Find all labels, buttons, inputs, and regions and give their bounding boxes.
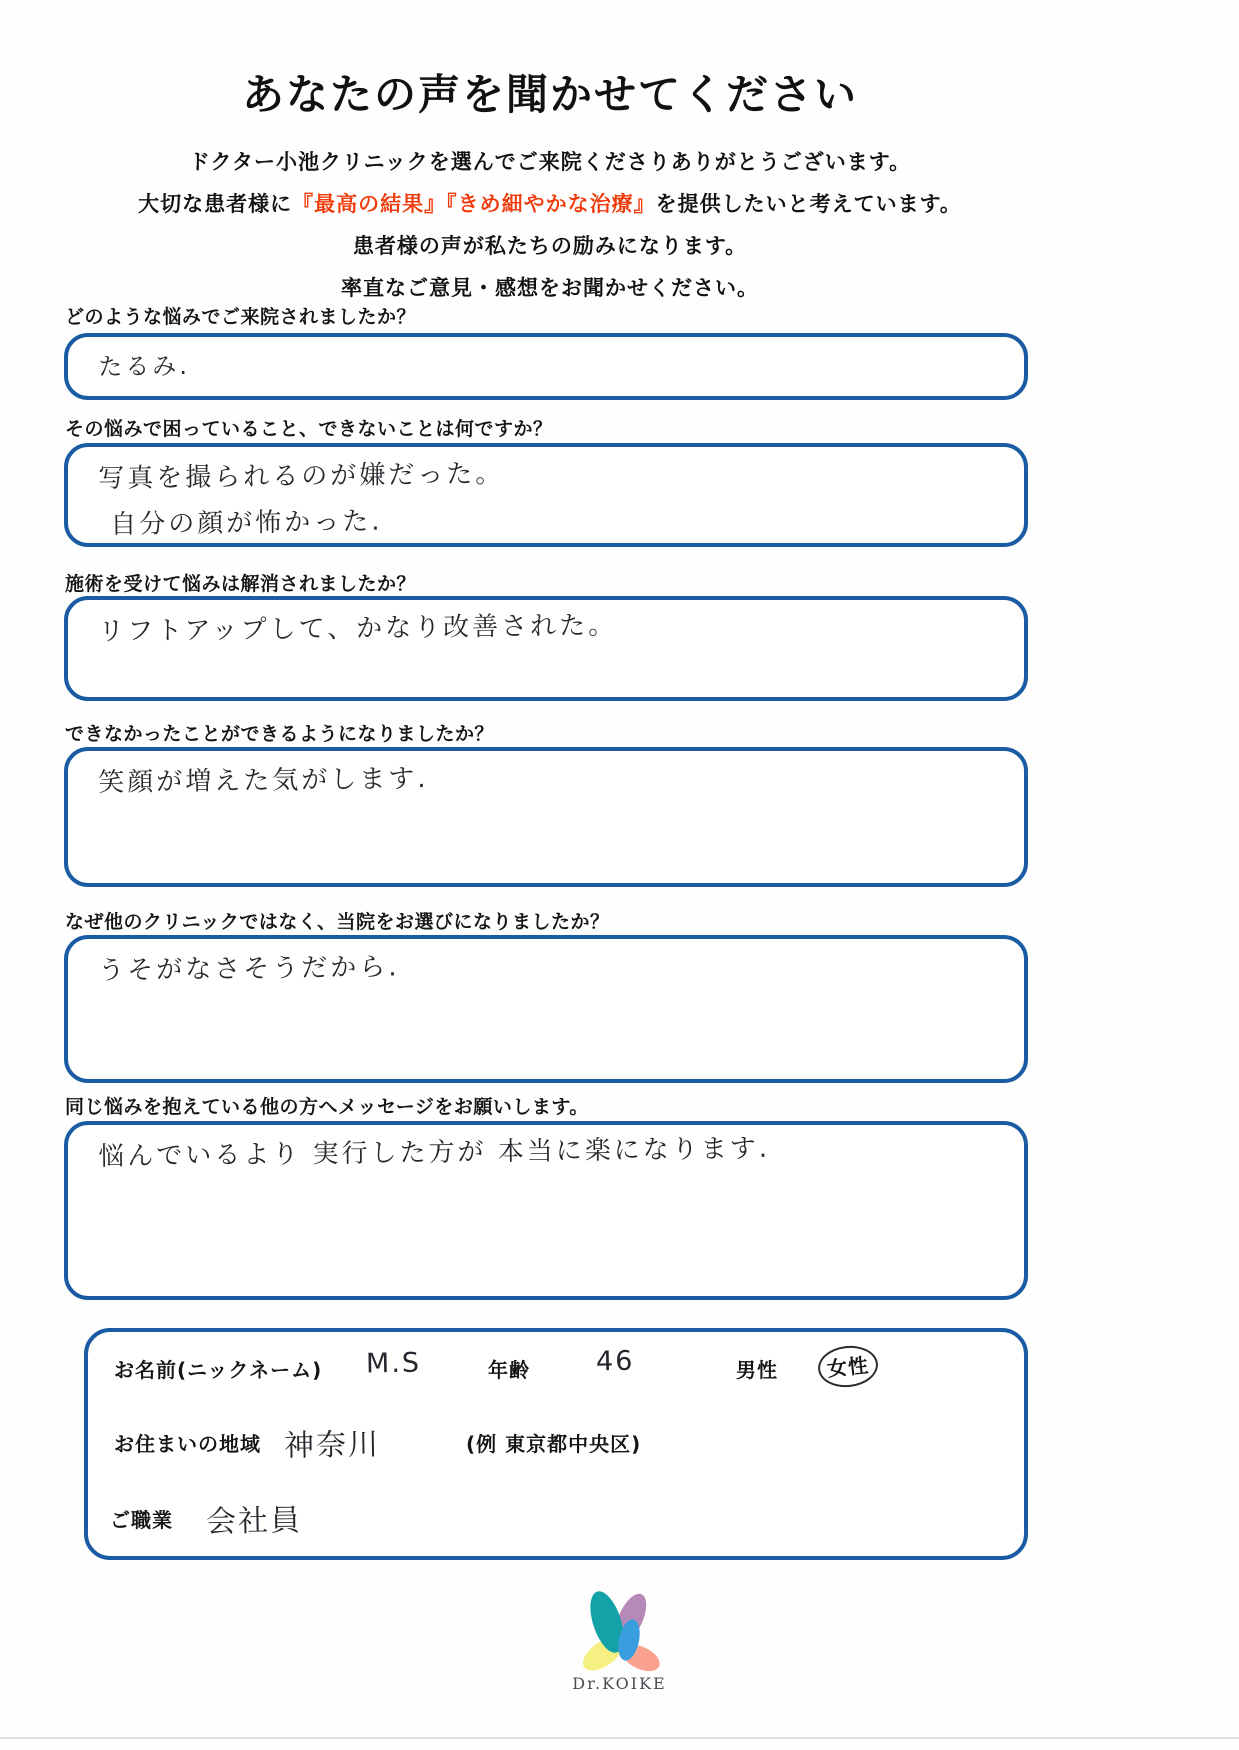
answer-box-3 [64, 596, 1028, 701]
encourage-line: 患者様の声が私たちの励みになります。 [352, 234, 748, 258]
gender-female-option-circled: 女性 [816, 1343, 880, 1390]
answer-box-4 [64, 747, 1028, 887]
highlight-fine-treatment: 『きめ細やかな治療』 [446, 192, 656, 216]
age-value: 46 [595, 1345, 635, 1378]
gender-male-option: 男性 [736, 1358, 778, 1382]
question-2-label: その悩みで困っていること、できないことは何ですか？ [65, 418, 553, 440]
name-age-gender-row [88, 1345, 1024, 1394]
answer-box-5 [64, 935, 1028, 1083]
form-header [64, 62, 1036, 302]
age-label: 年齢 [488, 1358, 530, 1382]
answer-1-line-1: たるみ. [98, 351, 191, 381]
respondent-info-box [84, 1328, 1028, 1560]
name-label: お名前(ニックネーム) [114, 1358, 323, 1382]
scan-edge-line [0, 1737, 1239, 1739]
question-3-label: 施術を受けて悩みは解消されましたか？ [65, 573, 417, 595]
highlight-best-result: 『最高の結果』 [292, 192, 447, 216]
region-value: 神奈川 [283, 1427, 381, 1464]
answer-3-line-1: リフトアップして、かなり改善された。 [98, 610, 618, 647]
job-label: ご職業 [110, 1508, 173, 1532]
clinic-logo-text: Dr.KOIKE [572, 1674, 667, 1693]
answer-4-line-1: 笑顔が増えた気がします. [98, 763, 429, 798]
region-label: お住まいの地域 [114, 1432, 261, 1456]
question-4-label: できなかったことができるようになりましたか？ [65, 723, 495, 745]
clinic-logo [0, 1588, 1239, 1693]
question-6-label: 同じ悩みを抱えている他の方へメッセージをお願いします。 [65, 1096, 589, 1118]
question-5-label: なぜ他のクリニックではなく、当院をお選びになりましたか？ [65, 911, 610, 933]
greeting-line: ドクター小池クリニックを選んでご来院くださりありがとうございます。 [188, 150, 912, 174]
answer-6-line-1: 悩んでいるより 実行した方が 本当に楽になります. [98, 1133, 771, 1172]
question-1-label: どのような悩みでご来院されましたか？ [65, 306, 417, 328]
answer-2-line-1: 写真を撮られるのが嫌だった。 [98, 459, 505, 494]
page-title: あなたの声を聞かせてください [241, 70, 858, 119]
promise-line [64, 188, 1036, 218]
name-value: M.S [365, 1347, 422, 1380]
region-row [88, 1428, 1024, 1468]
job-value: 会社員 [205, 1503, 303, 1540]
request-line: 率直なご意見・感想をお聞かせください。 [341, 276, 759, 300]
answer-box-2 [64, 443, 1028, 547]
promise-suffix: を提供したいと考えています。 [655, 192, 962, 216]
answer-box-1 [64, 333, 1028, 400]
region-example: (例 東京都中央区) [466, 1432, 642, 1456]
feather-logo-icon [555, 1588, 685, 1674]
job-row [88, 1504, 1024, 1544]
answer-2-line-2: 自分の顔が怖かった. [110, 506, 383, 540]
answer-5-line-1: うそがなさそうだから. [98, 952, 400, 986]
promise-prefix: 大切な患者様に [138, 192, 293, 216]
answer-box-6 [64, 1121, 1028, 1300]
